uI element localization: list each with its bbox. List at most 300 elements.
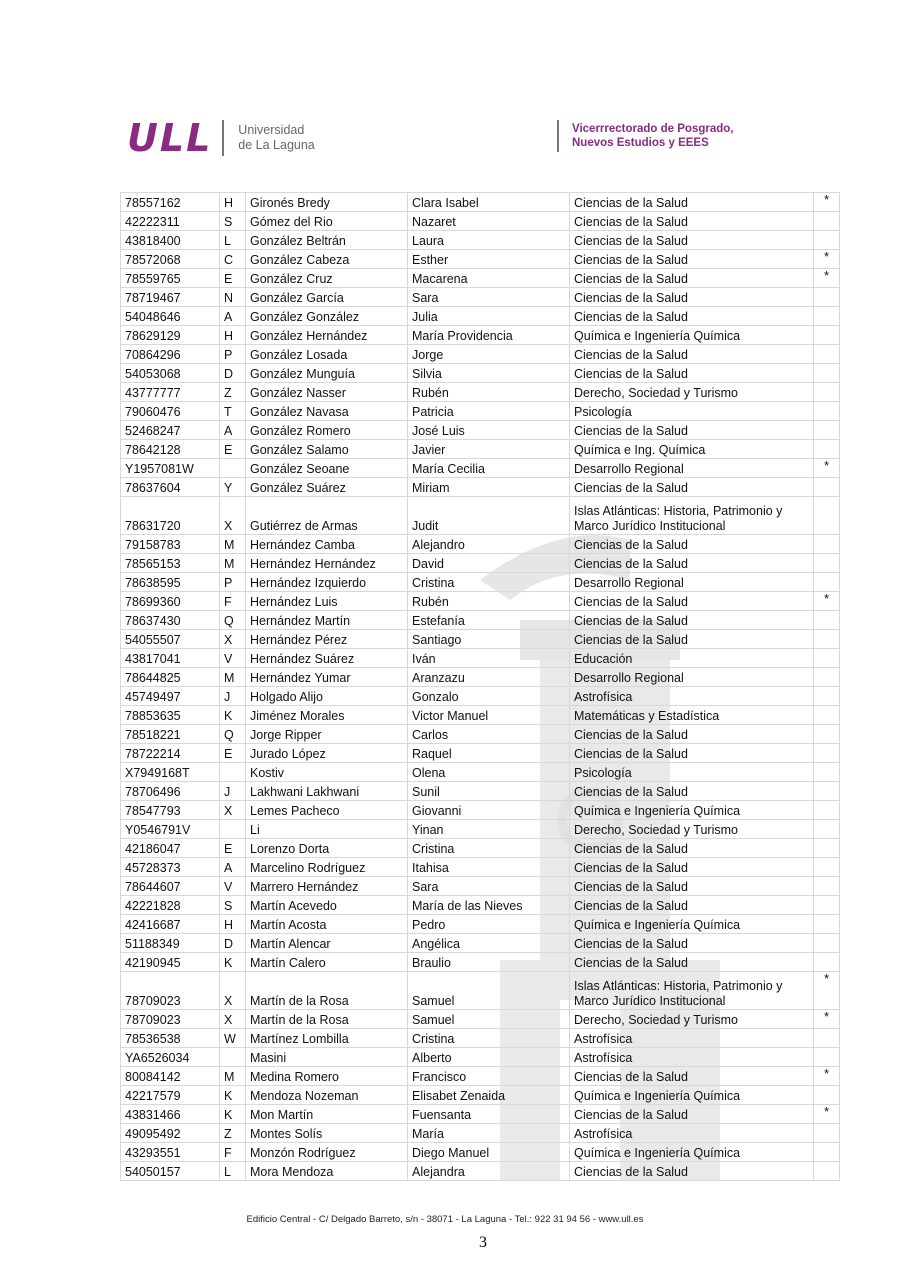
letter-cell: M <box>220 1067 246 1086</box>
table-row <box>121 383 840 402</box>
id-cell: 78853635 <box>121 706 220 725</box>
mark-cell <box>814 212 840 231</box>
surname-cell: Mendoza Nozeman <box>246 1086 408 1105</box>
mark-cell <box>814 763 840 782</box>
mark-cell: * <box>814 592 840 611</box>
surname-cell: González Nasser <box>246 383 408 402</box>
id-cell: 43817041 <box>121 649 220 668</box>
mark-cell <box>814 554 840 573</box>
table-row <box>121 1162 840 1181</box>
id-cell: 45728373 <box>121 858 220 877</box>
surname-cell: Medina Romero <box>246 1067 408 1086</box>
surname-cell: González Losada <box>246 345 408 364</box>
table-row <box>121 687 840 706</box>
mark-cell <box>814 630 840 649</box>
table-row <box>121 763 840 782</box>
letter-cell: A <box>220 307 246 326</box>
letter-cell: T <box>220 402 246 421</box>
id-cell: 42186047 <box>121 839 220 858</box>
table-row <box>121 782 840 801</box>
table-row <box>121 345 840 364</box>
letter-cell: K <box>220 953 246 972</box>
id-cell: 78706496 <box>121 782 220 801</box>
program-cell: Ciencias de la Salud <box>570 421 814 440</box>
firstname-cell: Clara Isabel <box>408 193 570 212</box>
letter-cell: X <box>220 801 246 820</box>
firstname-cell: Alejandro <box>408 535 570 554</box>
table-row <box>121 478 840 497</box>
table-row <box>121 877 840 896</box>
id-cell: 78565153 <box>121 554 220 573</box>
surname-cell: Gutiérrez de Armas <box>246 497 408 535</box>
firstname-cell: Cristina <box>408 839 570 858</box>
surname-cell: Mora Mendoza <box>246 1162 408 1181</box>
letter-cell: H <box>220 193 246 212</box>
letter-cell: K <box>220 1105 246 1124</box>
letter-cell <box>220 459 246 478</box>
program-cell: Ciencias de la Salud <box>570 592 814 611</box>
table-row <box>121 915 840 934</box>
firstname-cell: Esther <box>408 250 570 269</box>
letter-cell: A <box>220 858 246 877</box>
surname-cell: Jurado López <box>246 744 408 763</box>
letter-cell: Y <box>220 478 246 497</box>
table-row <box>121 1086 840 1105</box>
firstname-cell: Judit <box>408 497 570 535</box>
program-cell: Astrofísica <box>570 1029 814 1048</box>
id-cell: 54055507 <box>121 630 220 649</box>
program-cell: Ciencias de la Salud <box>570 212 814 231</box>
id-cell: 78709023 <box>121 1010 220 1029</box>
divider <box>222 120 224 156</box>
firstname-cell: Elisabet Zenaida <box>408 1086 570 1105</box>
firstname-cell: Sunil <box>408 782 570 801</box>
surname-cell: González García <box>246 288 408 307</box>
surname-cell: González Suárez <box>246 478 408 497</box>
surname-cell: Hernández Suárez <box>246 649 408 668</box>
firstname-cell: Javier <box>408 440 570 459</box>
letter-cell: S <box>220 212 246 231</box>
surname-cell: Gómez del Rio <box>246 212 408 231</box>
surname-cell: Monzón Rodríguez <box>246 1143 408 1162</box>
letter-cell: M <box>220 535 246 554</box>
letter-cell: Q <box>220 611 246 630</box>
surname-cell: Lemes Pacheco <box>246 801 408 820</box>
surname-cell: González Cabeza <box>246 250 408 269</box>
id-cell: 79158783 <box>121 535 220 554</box>
divider <box>557 120 559 152</box>
id-cell: 52468247 <box>121 421 220 440</box>
program-cell: Ciencias de la Salud <box>570 839 814 858</box>
letter-cell: N <box>220 288 246 307</box>
table-row <box>121 1105 840 1124</box>
mark-cell <box>814 1143 840 1162</box>
letter-cell: J <box>220 782 246 801</box>
program-cell: Desarrollo Regional <box>570 573 814 592</box>
ull-logo-mark: ULL <box>127 116 213 160</box>
letter-cell: H <box>220 326 246 345</box>
id-cell: 80084142 <box>121 1067 220 1086</box>
id-cell: 78631720 <box>121 497 220 535</box>
id-cell: 54048646 <box>121 307 220 326</box>
mark-cell <box>814 402 840 421</box>
firstname-cell: Cristina <box>408 573 570 592</box>
surname-cell: Martín de la Rosa <box>246 972 408 1010</box>
firstname-cell: Pedro <box>408 915 570 934</box>
id-cell: 42222311 <box>121 212 220 231</box>
program-cell: Ciencias de la Salud <box>570 782 814 801</box>
table-row <box>121 725 840 744</box>
mark-cell <box>814 440 840 459</box>
id-cell: 54053068 <box>121 364 220 383</box>
firstname-cell: Raquel <box>408 744 570 763</box>
firstname-cell: Victor Manuel <box>408 706 570 725</box>
mark-cell <box>814 1086 840 1105</box>
surname-cell: González Salamo <box>246 440 408 459</box>
program-cell: Islas Atlánticas: Historia, Patrimonio y Marco Jurídico Institucional <box>570 972 814 1010</box>
program-cell: Ciencias de la Salud <box>570 307 814 326</box>
id-cell: 54050157 <box>121 1162 220 1181</box>
table-row <box>121 649 840 668</box>
mark-cell: * <box>814 250 840 269</box>
program-cell: Islas Atlánticas: Historia, Patrimonio y Marco Jurídico Institucional <box>570 497 814 535</box>
id-cell: 43293551 <box>121 1143 220 1162</box>
letter-cell: K <box>220 706 246 725</box>
program-cell: Química e Ingeniería Química <box>570 1143 814 1162</box>
program-cell: Ciencias de la Salud <box>570 953 814 972</box>
firstname-cell: Braulio <box>408 953 570 972</box>
program-cell: Ciencias de la Salud <box>570 1162 814 1181</box>
program-cell: Derecho, Sociedad y Turismo <box>570 820 814 839</box>
id-cell: 78699360 <box>121 592 220 611</box>
letter-cell: E <box>220 269 246 288</box>
letter-cell: L <box>220 231 246 250</box>
program-cell: Ciencias de la Salud <box>570 877 814 896</box>
id-cell: 78642128 <box>121 440 220 459</box>
table-row <box>121 630 840 649</box>
university-name <box>238 123 314 153</box>
letter-cell: C <box>220 250 246 269</box>
letter-cell: E <box>220 440 246 459</box>
letter-cell: X <box>220 972 246 1010</box>
firstname-cell: Rubén <box>408 383 570 402</box>
table-row <box>121 326 840 345</box>
id-cell: 78518221 <box>121 725 220 744</box>
mark-cell <box>814 421 840 440</box>
id-cell: 79060476 <box>121 402 220 421</box>
firstname-cell: Nazaret <box>408 212 570 231</box>
firstname-cell: Iván <box>408 649 570 668</box>
firstname-cell: Diego Manuel <box>408 1143 570 1162</box>
id-cell: 78637430 <box>121 611 220 630</box>
program-cell: Derecho, Sociedad y Turismo <box>570 1010 814 1029</box>
mark-cell <box>814 839 840 858</box>
student-table <box>120 192 840 1181</box>
surname-cell: Holgado Alijo <box>246 687 408 706</box>
surname-cell: Lakhwani Lakhwani <box>246 782 408 801</box>
mark-cell <box>814 326 840 345</box>
letter-cell: A <box>220 421 246 440</box>
program-cell: Ciencias de la Salud <box>570 478 814 497</box>
program-cell: Ciencias de la Salud <box>570 1067 814 1086</box>
mark-cell <box>814 953 840 972</box>
firstname-cell: Olena <box>408 763 570 782</box>
surname-cell: González González <box>246 307 408 326</box>
table-row <box>121 820 840 839</box>
firstname-cell: Samuel <box>408 1010 570 1029</box>
program-cell: Astrofísica <box>570 687 814 706</box>
id-cell: Y0546791V <box>121 820 220 839</box>
letter-cell: D <box>220 934 246 953</box>
letter-cell: X <box>220 1010 246 1029</box>
program-cell: Ciencias de la Salud <box>570 1105 814 1124</box>
surname-cell: Martín de la Rosa <box>246 1010 408 1029</box>
id-cell: 78638595 <box>121 573 220 592</box>
program-cell: Desarrollo Regional <box>570 459 814 478</box>
firstname-cell: Aranzazu <box>408 668 570 687</box>
surname-cell: González Romero <box>246 421 408 440</box>
table-row <box>121 250 840 269</box>
letter-cell: X <box>220 497 246 535</box>
university-logo <box>127 116 315 160</box>
id-cell: 78637604 <box>121 478 220 497</box>
university-name-line2: de La Laguna <box>238 138 315 152</box>
letter-cell: H <box>220 915 246 934</box>
table-row <box>121 1029 840 1048</box>
mark-cell <box>814 1124 840 1143</box>
surname-cell: Jiménez Morales <box>246 706 408 725</box>
id-cell: X7949168T <box>121 763 220 782</box>
letter-cell: P <box>220 573 246 592</box>
firstname-cell: Cristina <box>408 1029 570 1048</box>
surname-cell: Hernández Yumar <box>246 668 408 687</box>
surname-cell: Hernández Pérez <box>246 630 408 649</box>
office-line2: Nuevos Estudios y EEES <box>572 137 709 149</box>
mark-cell <box>814 345 840 364</box>
table-row <box>121 535 840 554</box>
firstname-cell: Alberto <box>408 1048 570 1067</box>
surname-cell: Gironés Bredy <box>246 193 408 212</box>
id-cell: 78629129 <box>121 326 220 345</box>
surname-cell: González Cruz <box>246 269 408 288</box>
program-cell: Ciencias de la Salud <box>570 269 814 288</box>
table-row <box>121 934 840 953</box>
mark-cell: * <box>814 193 840 212</box>
surname-cell: Marcelino Rodríguez <box>246 858 408 877</box>
table-row <box>121 953 840 972</box>
firstname-cell: Samuel <box>408 972 570 1010</box>
id-cell: 78547793 <box>121 801 220 820</box>
id-cell: 42416687 <box>121 915 220 934</box>
id-cell: 78536538 <box>121 1029 220 1048</box>
surname-cell: Kostiv <box>246 763 408 782</box>
table-row <box>121 1048 840 1067</box>
table-row <box>121 1010 840 1029</box>
table-row <box>121 896 840 915</box>
table-row <box>121 364 840 383</box>
letter-cell: X <box>220 630 246 649</box>
letter-cell: F <box>220 1143 246 1162</box>
letter-cell: Q <box>220 725 246 744</box>
surname-cell: Hernández Hernández <box>246 554 408 573</box>
program-cell: Ciencias de la Salud <box>570 554 814 573</box>
firstname-cell: Angélica <box>408 934 570 953</box>
program-cell: Ciencias de la Salud <box>570 630 814 649</box>
surname-cell: Jorge Ripper <box>246 725 408 744</box>
firstname-cell: María Cecilia <box>408 459 570 478</box>
footer-address: Edificio Central - C/ Delgado Barreto, s/n - 38071 - La Laguna - Tel.: 922 31 94 56 - www.ull.es <box>246 1214 644 1225</box>
program-cell: Derecho, Sociedad y Turismo <box>570 383 814 402</box>
program-cell: Química e Ingeniería Química <box>570 326 814 345</box>
table-row <box>121 858 840 877</box>
surname-cell: Montes Solís <box>246 1124 408 1143</box>
table-row <box>121 497 840 535</box>
letter-cell: V <box>220 649 246 668</box>
firstname-cell: Jorge <box>408 345 570 364</box>
id-cell: 42217579 <box>121 1086 220 1105</box>
firstname-cell: Fuensanta <box>408 1105 570 1124</box>
table-row <box>121 231 840 250</box>
firstname-cell: Miriam <box>408 478 570 497</box>
id-cell: 49095492 <box>121 1124 220 1143</box>
firstname-cell: David <box>408 554 570 573</box>
firstname-cell: Silvia <box>408 364 570 383</box>
surname-cell: Masini <box>246 1048 408 1067</box>
mark-cell <box>814 725 840 744</box>
letter-cell: W <box>220 1029 246 1048</box>
table-row <box>121 1143 840 1162</box>
table-row <box>121 573 840 592</box>
id-cell: 78644825 <box>121 668 220 687</box>
table-row <box>121 307 840 326</box>
program-cell: Ciencias de la Salud <box>570 250 814 269</box>
surname-cell: Martín Alencar <box>246 934 408 953</box>
table-row <box>121 440 840 459</box>
firstname-cell: Santiago <box>408 630 570 649</box>
letter-cell: Z <box>220 383 246 402</box>
surname-cell: Martín Acevedo <box>246 896 408 915</box>
surname-cell: Martín Acosta <box>246 915 408 934</box>
mark-cell <box>814 649 840 668</box>
mark-cell <box>814 668 840 687</box>
program-cell: Desarrollo Regional <box>570 668 814 687</box>
id-cell: YA6526034 <box>121 1048 220 1067</box>
university-name-line1: Universidad <box>238 123 305 137</box>
surname-cell: Martínez Lombilla <box>246 1029 408 1048</box>
firstname-cell: Gonzalo <box>408 687 570 706</box>
id-cell: 43831466 <box>121 1105 220 1124</box>
surname-cell: Mon Martín <box>246 1105 408 1124</box>
surname-cell: Hernández Camba <box>246 535 408 554</box>
firstname-cell: María de las Nieves <box>408 896 570 915</box>
letter-cell: V <box>220 877 246 896</box>
firstname-cell: Francisco <box>408 1067 570 1086</box>
letter-cell: M <box>220 668 246 687</box>
id-cell: 78644607 <box>121 877 220 896</box>
id-cell: Y1957081W <box>121 459 220 478</box>
program-cell: Ciencias de la Salud <box>570 535 814 554</box>
id-cell: 70864296 <box>121 345 220 364</box>
table-row <box>121 269 840 288</box>
program-cell: Psicología <box>570 402 814 421</box>
program-cell: Educación <box>570 649 814 668</box>
surname-cell: Lorenzo Dorta <box>246 839 408 858</box>
surname-cell: Hernández Martín <box>246 611 408 630</box>
id-cell: 42190945 <box>121 953 220 972</box>
table-row <box>121 706 840 725</box>
firstname-cell: Julia <box>408 307 570 326</box>
mark-cell <box>814 288 840 307</box>
program-cell: Química e Ingeniería Química <box>570 915 814 934</box>
letter-cell: P <box>220 345 246 364</box>
mark-cell <box>814 1162 840 1181</box>
table-row <box>121 592 840 611</box>
letter-cell <box>220 763 246 782</box>
program-cell: Ciencias de la Salud <box>570 193 814 212</box>
letter-cell <box>220 820 246 839</box>
table-row <box>121 288 840 307</box>
table-row <box>121 554 840 573</box>
mark-cell <box>814 858 840 877</box>
letter-cell: D <box>220 364 246 383</box>
id-cell: 78572068 <box>121 250 220 269</box>
program-cell: Química e Ingeniería Química <box>570 1086 814 1105</box>
program-cell: Ciencias de la Salud <box>570 288 814 307</box>
mark-cell <box>814 934 840 953</box>
letter-cell: S <box>220 896 246 915</box>
mark-cell <box>814 573 840 592</box>
letter-cell: L <box>220 1162 246 1181</box>
program-cell: Química e Ingeniería Química <box>570 801 814 820</box>
program-cell: Ciencias de la Salud <box>570 934 814 953</box>
table-row <box>121 193 840 212</box>
surname-cell: González Seoane <box>246 459 408 478</box>
mark-cell <box>814 801 840 820</box>
id-cell: 45749497 <box>121 687 220 706</box>
letter-cell: E <box>220 839 246 858</box>
mark-cell <box>814 706 840 725</box>
mark-cell <box>814 687 840 706</box>
page-number: 3 <box>479 1234 487 1251</box>
firstname-cell: Sara <box>408 288 570 307</box>
surname-cell: Li <box>246 820 408 839</box>
letter-cell: M <box>220 554 246 573</box>
mark-cell: * <box>814 1105 840 1124</box>
firstname-cell: Yinan <box>408 820 570 839</box>
id-cell: 51188349 <box>121 934 220 953</box>
firstname-cell: José Luis <box>408 421 570 440</box>
mark-cell <box>814 307 840 326</box>
program-cell: Ciencias de la Salud <box>570 345 814 364</box>
program-cell: Ciencias de la Salud <box>570 896 814 915</box>
id-cell: 78709023 <box>121 972 220 1010</box>
table-row <box>121 402 840 421</box>
mark-cell <box>814 877 840 896</box>
table-row <box>121 459 840 478</box>
surname-cell: Hernández Luis <box>246 592 408 611</box>
table-row <box>121 212 840 231</box>
mark-cell <box>814 820 840 839</box>
program-cell: Astrofísica <box>570 1124 814 1143</box>
program-cell: Astrofísica <box>570 1048 814 1067</box>
table-row <box>121 421 840 440</box>
program-cell: Ciencias de la Salud <box>570 231 814 250</box>
table-row <box>121 744 840 763</box>
letter-cell: K <box>220 1086 246 1105</box>
letter-cell: E <box>220 744 246 763</box>
table-row <box>121 1124 840 1143</box>
firstname-cell: María <box>408 1124 570 1143</box>
